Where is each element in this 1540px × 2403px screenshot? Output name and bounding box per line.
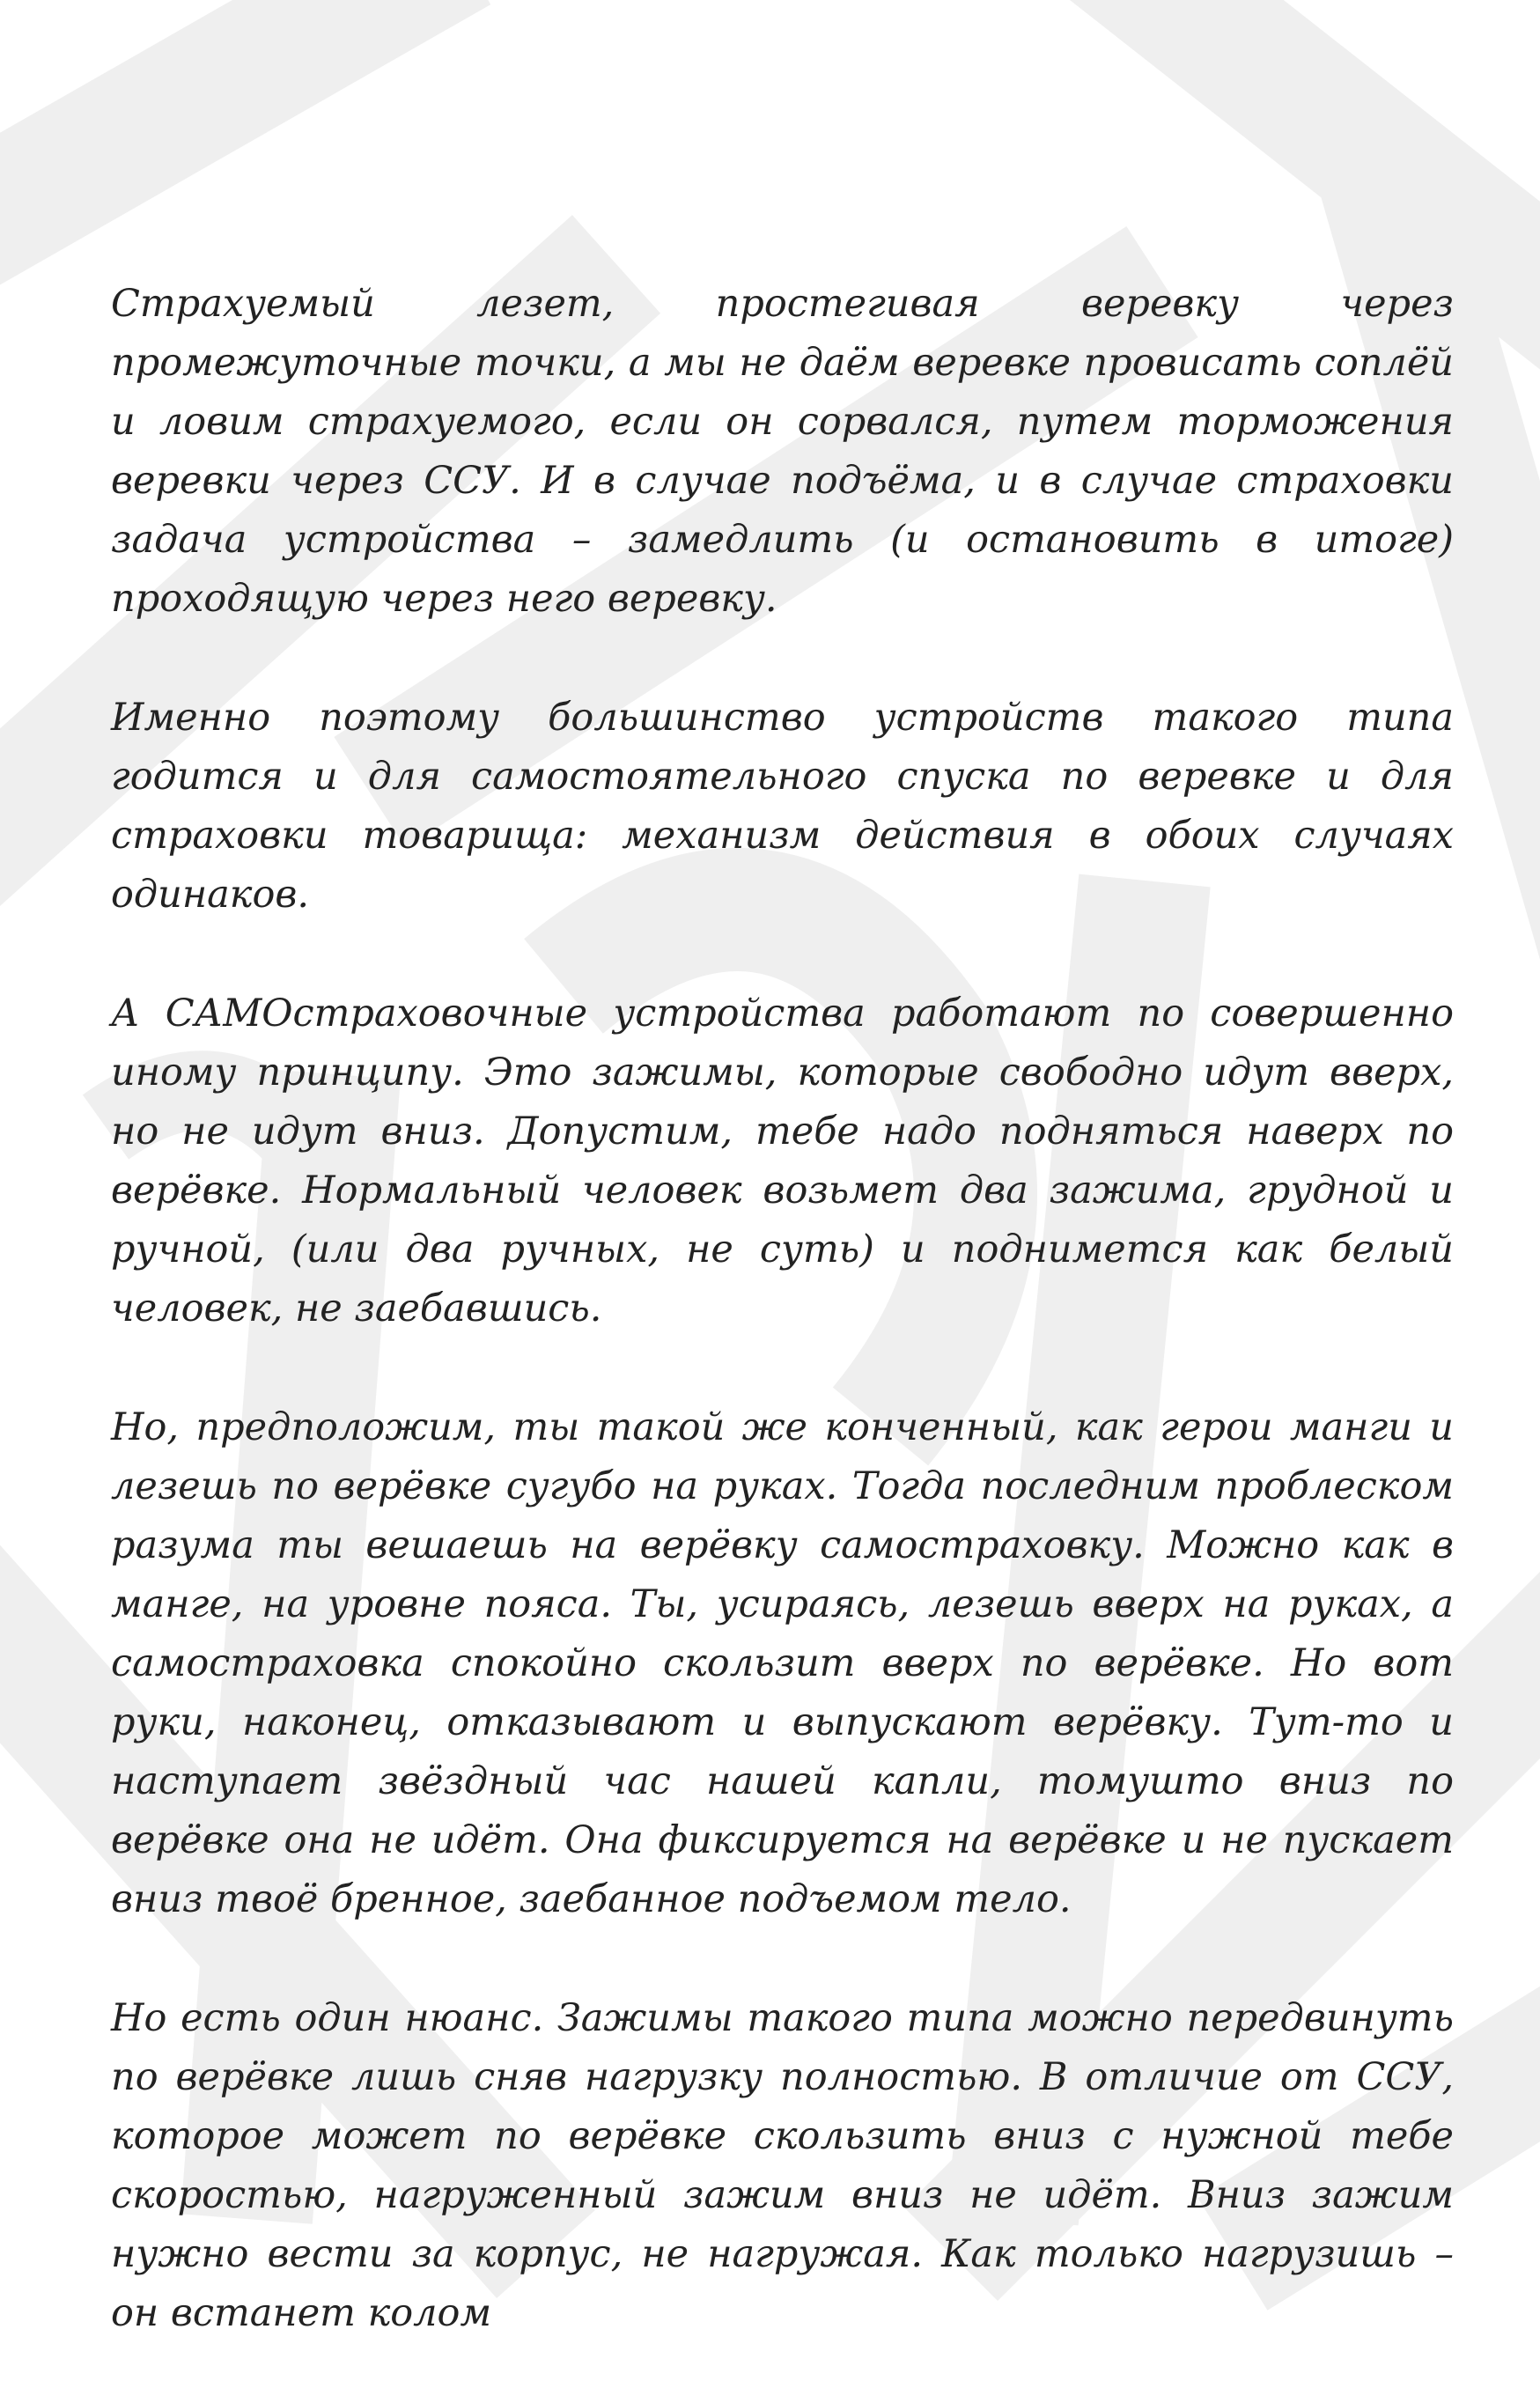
body-text bbox=[111, 275, 1454, 2403]
paragraph-1: Страхуемый лезет, простегивая веревку через промежуточные точки, а мы не даём веревке провисать соплёй и ловим страхуемого, если он сорвался, путем торможения веревки через ССУ. И в случае подъёма, и в случае страховки задача устройства – замедлить (и остановить в итоге) проходящую через него веревку. bbox=[111, 282, 1454, 621]
paragraph-4: Но, предположим, ты такой же конченный, как герои манги и лезешь по верёвке сугубо на руках. Тогда последним проблеском разума ты вешаешь на верёвку самостраховку. Можно как в манге, на уровне пояса. Ты, усираясь, лезешь вверх на руках, а самостраховка спокойно скользит вверх по верёвке. Но вот руки, наконец, отказывают и выпускают верёвку. Тут-то и наступает звёздный час нашей капли, томушто вниз по верёвке она не идёт. Она фиксируется на верёвке и не пускает вниз твоё бренное, заебанное подъемом тело. bbox=[111, 1405, 1454, 1921]
paragraph-5: Но есть один нюанс. Зажимы такого типа можно передвинуть по верёвке лишь сняв нагрузку полностью. В отличие от ССУ, которое может по верёвке скользить вниз с нужной тебе скоростью, нагруженный зажим вниз не идёт. Вниз зажим нужно вести за корпус, не нагружая. Как только нагрузишь – он встанет колом bbox=[111, 1996, 1454, 2335]
paragraph-3: А САМОстраховочные устройства работают по совершенно иному принципу. Это зажимы, которые свободно идут вверх, но не идут вниз. Допустим, тебе надо подняться наверх по верёвке. Нормальный человек возьмет два зажима, грудной и ручной, (или два ручных, не суть) и поднимется как белый человек, не заебавшись. bbox=[111, 991, 1454, 1330]
watermark-stroke-top-left bbox=[0, 0, 458, 229]
paragraph-2: Именно поэтому большинство устройств такого типа годится и для самостоятельного спуска по веревке и для страховки товарища: механизм действия в обоих случаях одинаков. bbox=[111, 696, 1454, 917]
